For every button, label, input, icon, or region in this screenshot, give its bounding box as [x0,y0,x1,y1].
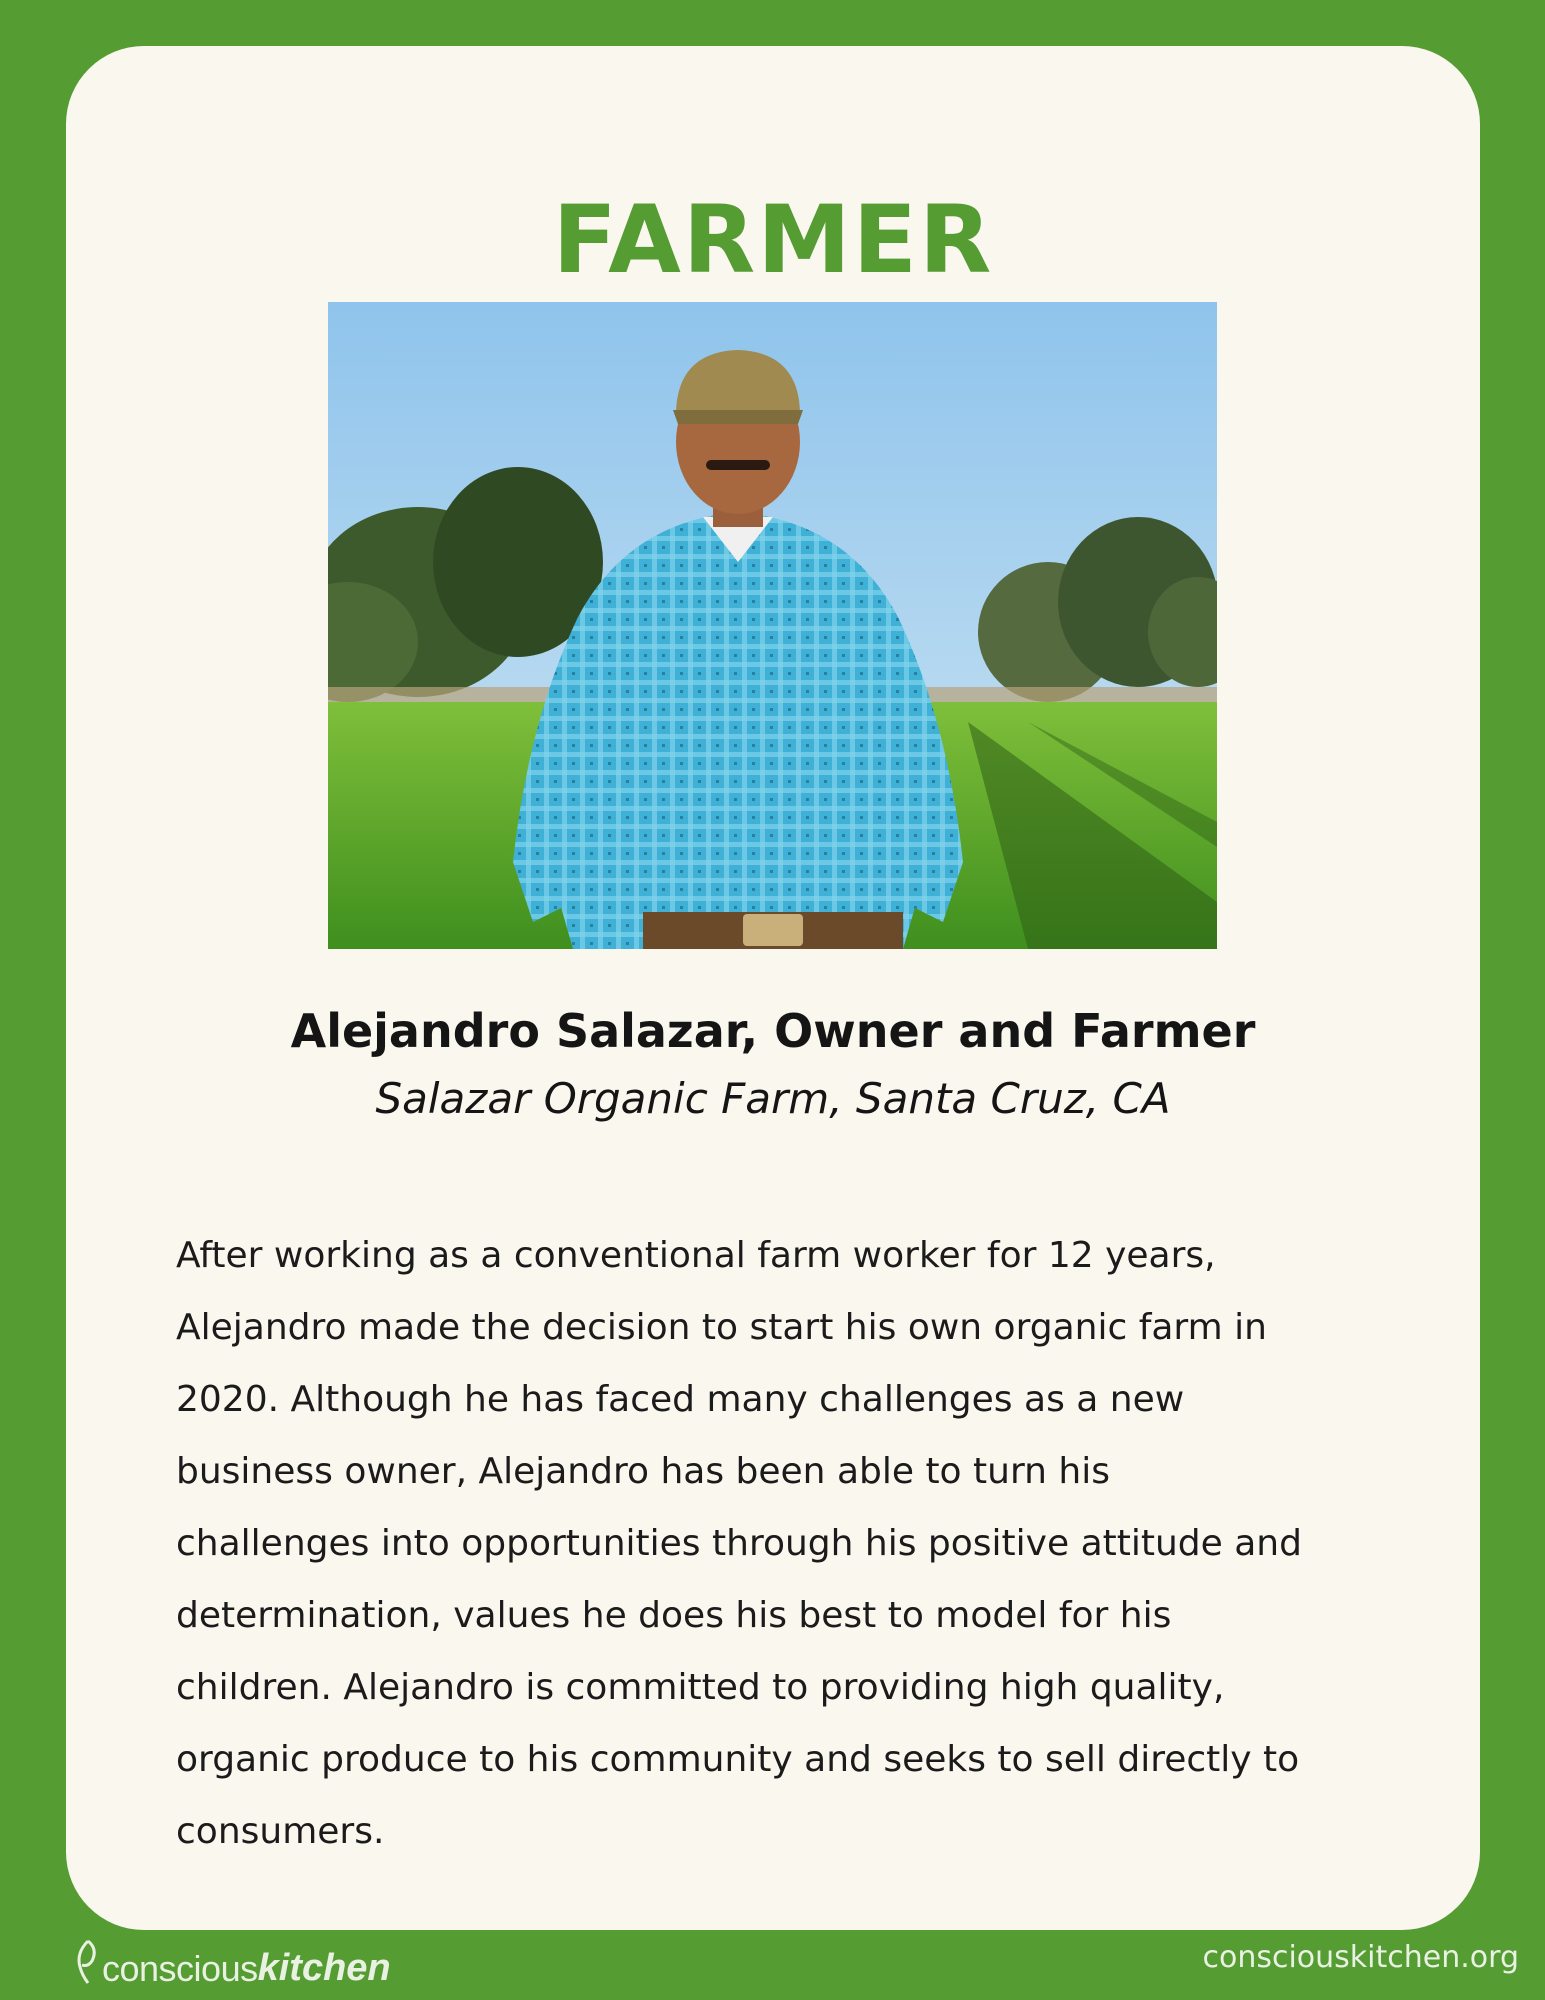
farm-location: Salazar Organic Farm, Santa Cruz, CA [375,1074,1171,1123]
bio-line: determination, values he does his best to model for his [176,1595,1172,1636]
farmer-bio [176,1220,1406,1868]
bio-line: 2020. Although he has faced many challenges as a new [176,1379,1185,1420]
bio-line: children. Alejandro is committed to providing high quality, [176,1667,1225,1708]
farmer-name: Alejandro Salazar, Owner and Farmer [290,1004,1256,1058]
bio-line: consumers. [176,1811,385,1852]
profile-card [66,46,1480,1930]
page-title: FARMER [552,186,994,295]
footer-url[interactable]: consciouskitchen.org [1202,1940,1519,1975]
bio-line: Alejandro made the decision to start his own organic farm in [176,1307,1267,1348]
bio-line: organic produce to his community and seeks to sell directly to [176,1739,1300,1780]
logo-text-light: conscious [102,1948,258,1989]
bio-line: After working as a conventional farm worker for 12 years, [176,1235,1216,1276]
bio-line: business owner, Alejandro has been able to turn his [176,1451,1110,1492]
leaf-icon [74,1939,100,1990]
bio-line: challenges into opportunities through his positive attitude and [176,1523,1302,1564]
farmer-photo [328,302,1217,949]
logo-text-bold: kitchen [257,1947,391,1989]
conscious-kitchen-logo [74,1942,391,1990]
